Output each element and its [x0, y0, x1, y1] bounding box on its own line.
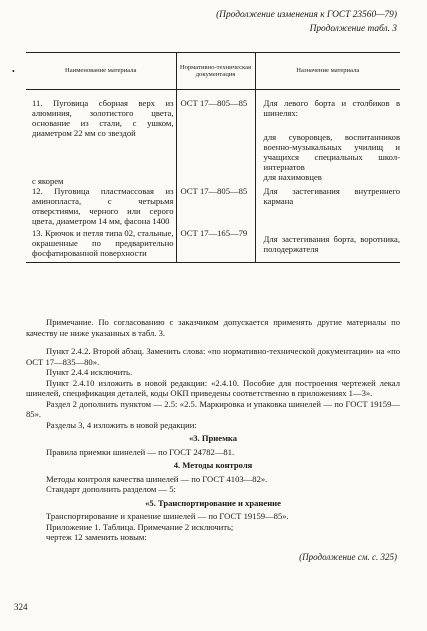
- paragraph: Раздел 2 дополнить пунктом — 2.5: «2.5. Маркировка и упаковка шинелей — по ГОСТ 19159—85».: [26, 398, 400, 419]
- paragraph: Разделы 3, 4 изложить в новой редакции:: [46, 419, 197, 430]
- section-heading: «3. Приемка: [188, 433, 238, 443]
- section-heading: «5. Транспортирование и хранение: [145, 497, 281, 508]
- section-text: Правила приемки шинелей — по ГОСТ 24782—81.: [46, 446, 235, 457]
- table-cell-name: с якорем: [32, 176, 64, 186]
- section-text: Транспортирование и хранение шинелей — по ГОСТ 19159—85».: [46, 511, 289, 521]
- column-header-doc: Нормативно-техническая документация: [176, 53, 255, 90]
- purpose-text: Для левого борта и столбиков в шинелях:: [263, 98, 400, 118]
- document-body: [26, 317, 400, 543]
- table-header-row: [26, 53, 400, 90]
- table-cell-doc: ОСТ 17—805—85: [176, 186, 255, 226]
- section-text: Методы контроля качества шинелей — по ГОСТ 4103—82».: [46, 473, 268, 484]
- materials-table: [26, 52, 400, 263]
- table-cell-name: 12. Пуговица пластмассовая из аминопласта, с четырьмя отверстиями, черного или серого цвета, диаметром 14 мм, фасона 1400: [32, 186, 174, 226]
- section-text: чертеж 12 заменить новым:: [46, 532, 147, 542]
- table-cell-purpose: Для застегивания борта, воротника, полодержателя: [255, 226, 400, 263]
- table-row: [26, 172, 400, 186]
- table-cell-name: 11. Пуговица сборная верх из алюминия, золотистого цвета, основание из стали, с ушком, диаметром 22 мм со звездой: [32, 98, 174, 138]
- table-row: [26, 186, 400, 226]
- table-cell-doc: [176, 172, 255, 186]
- column-header-purpose: Назначение материала: [255, 53, 400, 90]
- section-text: Приложение 1. Таблица. Примечание 2 исключить;: [46, 521, 234, 532]
- page-number: 324: [14, 602, 28, 612]
- table-cell-purpose: для нахимовцев: [255, 172, 400, 186]
- table-row: [26, 90, 400, 173]
- table-cell-doc: ОСТ 17—165—79: [176, 226, 255, 263]
- column-header-name: Наименование материала: [26, 53, 176, 90]
- header-table-continuation: Продолжение табл. 3: [309, 24, 397, 34]
- continuation-note: (Продолжение см. с. 325): [299, 552, 397, 562]
- table-cell-purpose: [255, 90, 400, 173]
- paragraph: Пункт 2.4.2. Второй абзац. Заменить слова: «по нормативно-технической документации» на «по ОСТ 17—835—80».: [26, 346, 400, 367]
- section-heading: 4. Методы контроля: [173, 460, 253, 470]
- table-cell-doc: ОСТ 17—805—85: [176, 90, 255, 173]
- bullet-mark: •: [12, 67, 15, 76]
- paragraph: Пункт 2.4.4 исключить.: [46, 367, 133, 377]
- section-text: Стандарт дополнить разделом — 5:: [46, 484, 176, 494]
- table-cell-name: 13. Крючок и петля типа 02, стальные, окрашенные по предварительно фосфатированной поверхности: [26, 226, 176, 263]
- table-note: Примечание. По согласованию с заказчиком допускается применять другие материалы по качеству не ниже указанных в табл. 3.: [26, 317, 400, 338]
- paragraph: Пункт 2.4.10 изложить в новой редакции: «2.4.10. Пособие для построения чертежей лекал шинелей, спецификация деталей, коды ОКП приведены соответственно в приложениях 1—3».: [26, 377, 400, 398]
- header-continuation: (Продолжение изменения к ГОСТ 23560—79): [216, 10, 397, 20]
- table-row: [26, 226, 400, 263]
- purpose-text-cadets: для суворовцев, воспитанников военно-музыкальных училищ и учащихся специальных школ-интернатов: [263, 132, 400, 172]
- table-cell-purpose: Для застегивания внутреннего кармана: [255, 186, 400, 226]
